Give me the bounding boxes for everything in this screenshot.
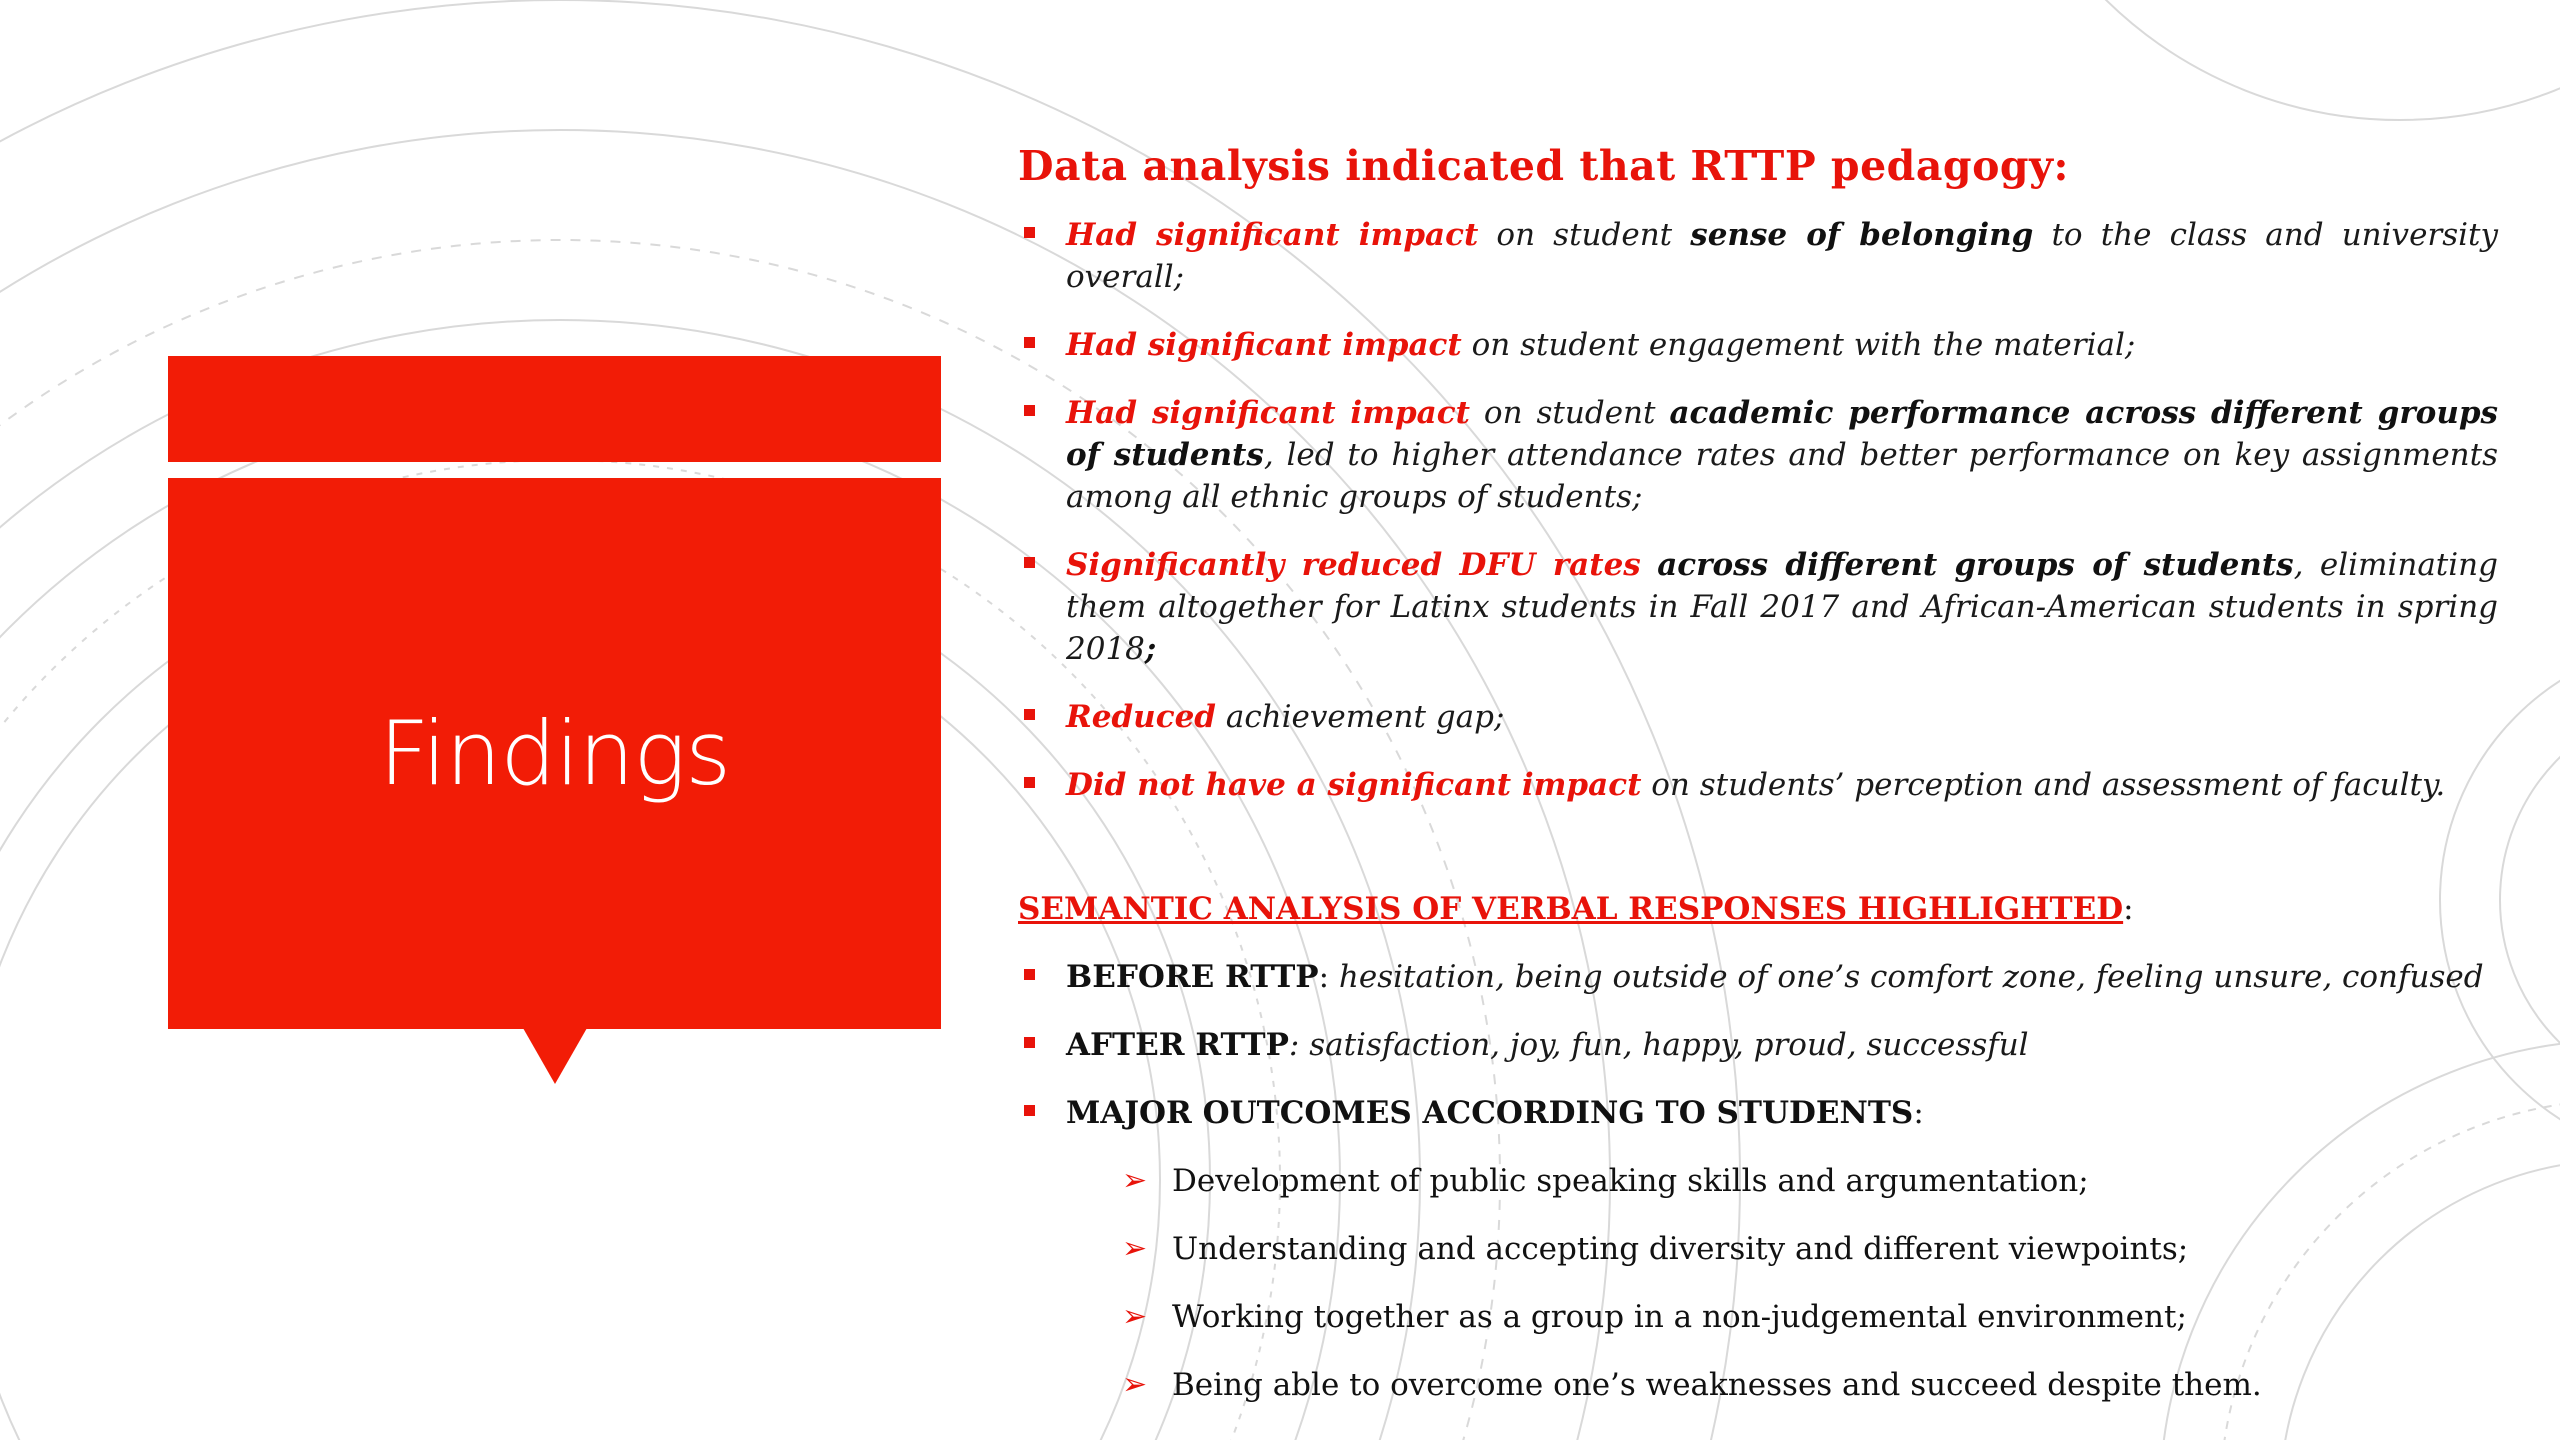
title-box-pointer [523,1028,587,1084]
list-item [1018,1092,2498,1134]
slide-title: Findings [378,702,731,805]
semantic-item-text: satisfaction, joy, fun, happy, proud, successful [1309,1027,2029,1063]
finding-text: , led to higher attendance rates and better performance on key assignments among all ethnic groups of students; [1066,437,2499,515]
arrow-bullet-icon: ➢ [1122,1367,1148,1402]
list-item [1018,214,2498,298]
arrow-bullet-icon: ➢ [1122,1299,1148,1334]
finding-text: on student [1478,217,1691,253]
list-item [1118,1364,2498,1406]
outcome-text: Working together as a group in a non-judgemental environment; [1172,1299,2187,1335]
semantic-heading-colon: : [2123,891,2134,927]
list-item [1018,1024,2498,1066]
finding-text: , eliminating them altogether for Latinx students in Fall 2017 and African-American students in spring 2018 [1066,547,2498,667]
semantic-list [1018,956,2498,1134]
semantic-item-lead: MAJOR OUTCOMES ACCORDING TO STUDENTS [1066,1095,1914,1131]
finding-text: on students’ perception and assessment of faculty. [1641,767,2446,803]
outcome-text: Development of public speaking skills and argumentation; [1172,1163,2089,1199]
list-item [1018,764,2498,806]
semantic-item-lead: AFTER RTTP [1066,1027,1289,1063]
finding-emphasis: Reduced [1066,699,1216,735]
finding-emphasis: Significantly reduced DFU rates [1066,547,1641,583]
finding-emphasis: Did not have a significant impact [1066,767,1642,803]
finding-text: to the class and university overall; [1066,217,2499,295]
analysis-list [1018,214,2498,806]
finding-bold: ; [1144,631,1157,667]
finding-text: on student engagement with the material; [1461,327,2136,363]
finding-emphasis: Had significant impact [1066,327,1462,363]
list-item [1018,324,2498,366]
finding-bold: academic performance across different groups of students [1066,395,2498,473]
finding-text: achievement gap; [1215,699,1505,735]
content-area [1018,136,2498,1432]
list-item [1018,544,2498,670]
finding-bold: sense of belonging [1690,217,2034,253]
arrow-bullet-icon: ➢ [1122,1163,1148,1198]
list-item [1118,1160,2498,1202]
outcome-text: Understanding and accepting diversity and different viewpoints; [1172,1231,2189,1267]
finding-text [1641,547,1657,583]
arrow-bullet-icon: ➢ [1122,1231,1148,1266]
semantic-item-lead: BEFORE RTTP [1066,959,1319,995]
list-item [1118,1228,2498,1270]
outcomes-list [1118,1160,2498,1406]
semantic-heading-line [1018,888,2498,930]
finding-bold: across different groups of students [1657,547,2294,583]
semantic-item-sep: : [1288,1027,1310,1063]
semantic-heading: SEMANTIC ANALYSIS OF VERBAL RESPONSES HIGHLIGHTED [1018,891,2124,927]
list-item [1018,696,2498,738]
list-item [1018,392,2498,518]
outcome-text: Being able to overcome one’s weaknesses and succeed despite them. [1172,1367,2262,1403]
semantic-item-text: hesitation, being outside of one’s comfort zone, feeling unsure, confused [1338,959,2484,995]
semantic-item-sep: : [1318,959,1339,995]
list-item [1118,1296,2498,1338]
list-item [1018,956,2498,998]
finding-emphasis: Had significant impact [1066,217,1479,253]
semantic-item-sep: : [1913,1095,1924,1131]
finding-emphasis: Had significant impact [1066,395,1470,431]
analysis-heading: Data analysis indicated that RTTP pedagogy: [1018,142,2070,190]
title-accent-strip [168,356,941,462]
finding-text: on student [1469,395,1670,431]
